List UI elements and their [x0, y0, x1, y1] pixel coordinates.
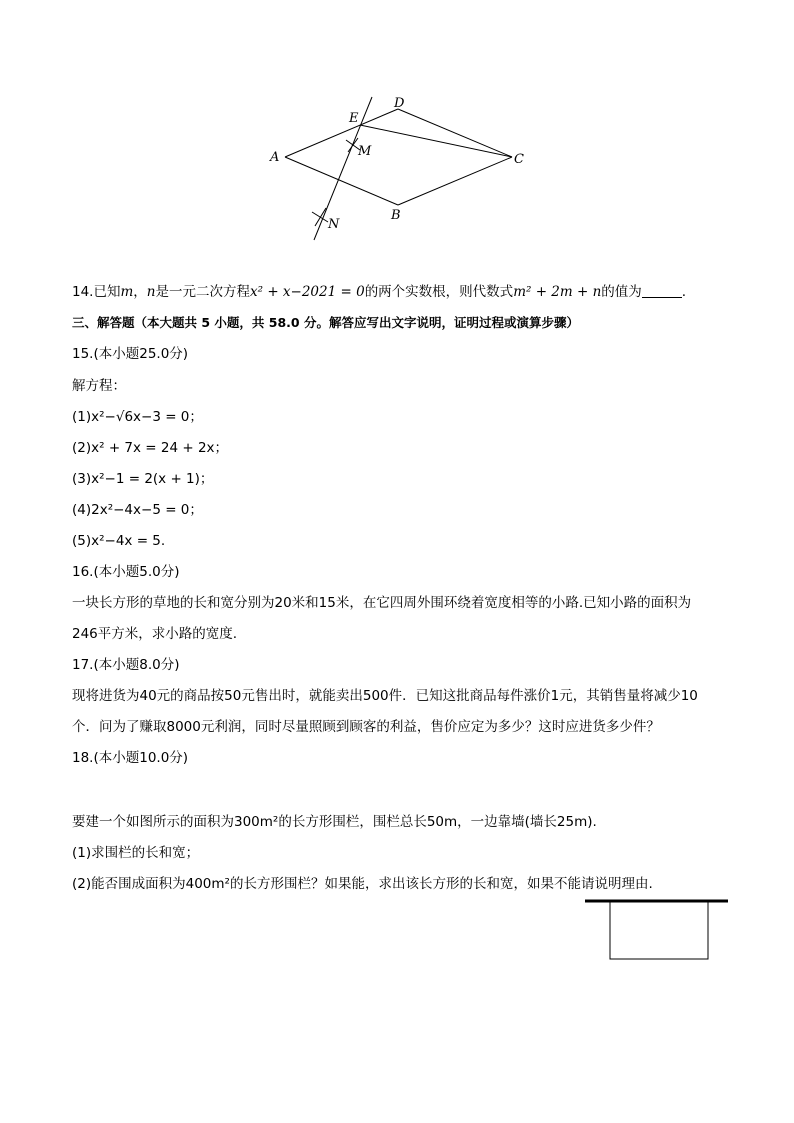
label-B: B: [391, 208, 401, 223]
rhombus-construction-figure: [0, 0, 794, 260]
q17-line-2: 个．问为了赚取8000元利润，同时尽量照顾到顾客的利益，售价应定为多少？这时应进货多少件？: [72, 719, 660, 735]
segment-CB: [398, 157, 512, 205]
q16-line-2: 246平方米，求小路的宽度.: [72, 626, 238, 642]
section-3-title: 三、解答题（本大题共 5 小题，共 58.0 分。解答应写出文字说明，证明过程或演算步骤）: [72, 315, 579, 330]
q14-n: n: [146, 284, 156, 300]
q14-m: m: [120, 284, 134, 300]
segment-DC: [398, 109, 512, 157]
fence-diagram: [582, 895, 732, 965]
q18-line-1: 要建一个如图所示的面积为300m²的长方形围栏，围栏总长50m，一边靠墙(墙长25m).: [72, 814, 597, 830]
q15-item-3: (3)x²−1 = 2(x + 1)；: [72, 471, 214, 487]
q17-line-1: 现将进货为40元的商品按50元售出时，就能卖出500件．已知这批商品每件涨价1元，其销售量将减少10: [72, 688, 698, 704]
q18-line-2: (1)求围栏的长和宽；: [72, 845, 200, 861]
segment-AD: [285, 109, 398, 157]
q15-item-4: (4)2x²−4x−5 = 0；: [72, 502, 203, 518]
q15-item-2: (2)x² + 7x = 24 + 2x；: [72, 440, 229, 456]
fence-rectangle: [610, 901, 708, 959]
label-D: D: [394, 96, 405, 111]
q18-line-3: (2)能否围成面积为400m²的长方形围栏？如果能，求出该长方形的长和宽，如果不能请说明理由.: [72, 876, 653, 892]
label-C: C: [514, 152, 524, 167]
segment-BA: [285, 157, 398, 205]
q15-header: 15.(本小题25.0分): [72, 346, 189, 362]
q14-prefix: 14.已知: [72, 284, 121, 300]
q14-mid2: 的两个实数根，则代数式: [364, 284, 514, 300]
question-14: [72, 282, 686, 302]
q14-end: .: [681, 284, 687, 300]
q14-equation: x² + x−2021 = 0: [250, 284, 365, 300]
answer-blank[interactable]: [642, 283, 682, 298]
label-M: M: [358, 144, 372, 159]
q18-header: 18.(本小题10.0分): [72, 750, 189, 766]
q16-header: 16.(本小题5.0分): [72, 564, 180, 580]
label-N: N: [328, 217, 340, 232]
q14-expression: m² + 2m + n: [513, 284, 602, 300]
q14-tail: 的值为: [601, 284, 642, 300]
q16-line-1: 一块长方形的草地的长和宽分别为20米和15米，在它四周外围环绕着宽度相等的小路.已知小路的面积为: [72, 595, 692, 611]
label-A: A: [270, 150, 280, 165]
q14-mid: 是一元二次方程: [155, 284, 250, 300]
q17-header: 17.(本小题8.0分): [72, 657, 180, 673]
label-E: E: [349, 111, 359, 126]
q15-item-5: (5)x²−4x = 5.: [72, 533, 166, 549]
q15-item-1: (1)x²−√6x−3 = 0；: [72, 409, 203, 425]
q14-comma: ，: [133, 284, 147, 300]
arc-mark-M2: [348, 138, 358, 152]
q15-intro: 解方程：: [72, 378, 126, 394]
segment-EC: [360, 125, 512, 157]
